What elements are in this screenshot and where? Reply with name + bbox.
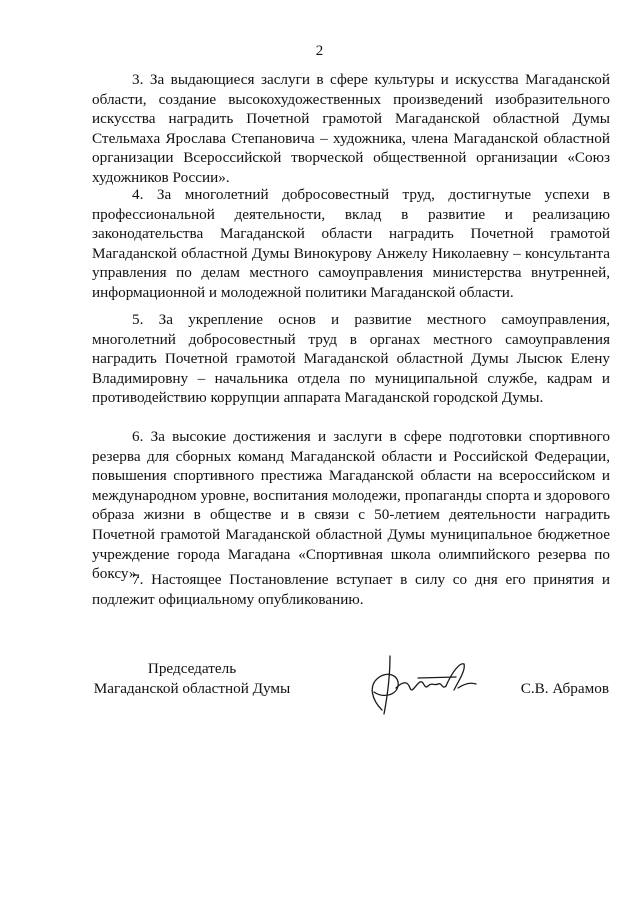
paragraph-item-6: 6. За высокие достижения и заслуги в сфере подготовки спортивного резерва для сборных команд Магаданской области и Российской Федерации, повышения спортивного престижа Магаданской области на всероссийском и международном уровне, воспитания молодежи, пропаганды спорта и здорового образа жизни в обществе и в связи с 50-летием деятельности наградить Почетной грамотой Магаданской областной Думы муниципальное бюджетное учреждение города Магадана «Спортивная школа олимпийского резерва по боксу». [92, 428, 610, 583]
signatory-title-line2: Магаданской областной Думы [93, 679, 291, 697]
signatory-title-line1: Председатель [147, 660, 237, 677]
signatory-title [92, 659, 292, 698]
paragraph-item-5: 5. За укрепление основ и развитие местного самоуправления, многолетний добросовестный труд в органах местного самоуправления наградить Почетной грамотой Магаданской областной Думы Лысюк Елену Владимировну – начальника отдела по муниципальной службе, кадрам и противодействию коррупции аппарата Магаданской городской Думы. [92, 311, 610, 407]
paragraph-item-4: 4. За многолетний добросовестный труд, достигнутые успехи в профессиональной деятельности, вклад в развитие и реализацию законодательства Магаданской области наградить Почетной грамотой Магаданской областной Думы Винокурову Анжелу Николаевну – консультанта управления по делам местного самоуправления министерства внутренней, информационной и молодежной политики Магаданской области. [92, 186, 610, 301]
paragraph-item-3: 3. За выдающиеся заслуги в сфере культуры и искусства Магаданской области, создание высокохудожественных произведений изобразительного искусства наградить Почетной грамотой Магаданской областной Думы Стельмаха Ярослава Степановича – художника, члена Магаданской областной организации Всероссийской творческой общественной организации «Союз художников России». [92, 71, 610, 186]
page-number: 2 [315, 43, 324, 59]
signatory-name: С.В. Абрамов [520, 680, 609, 697]
paragraph-item-7: 7. Настоящее Постановление вступает в силу со дня его принятия и подлежит официальному опубликованию. [92, 571, 610, 608]
handwritten-signature [360, 648, 480, 718]
